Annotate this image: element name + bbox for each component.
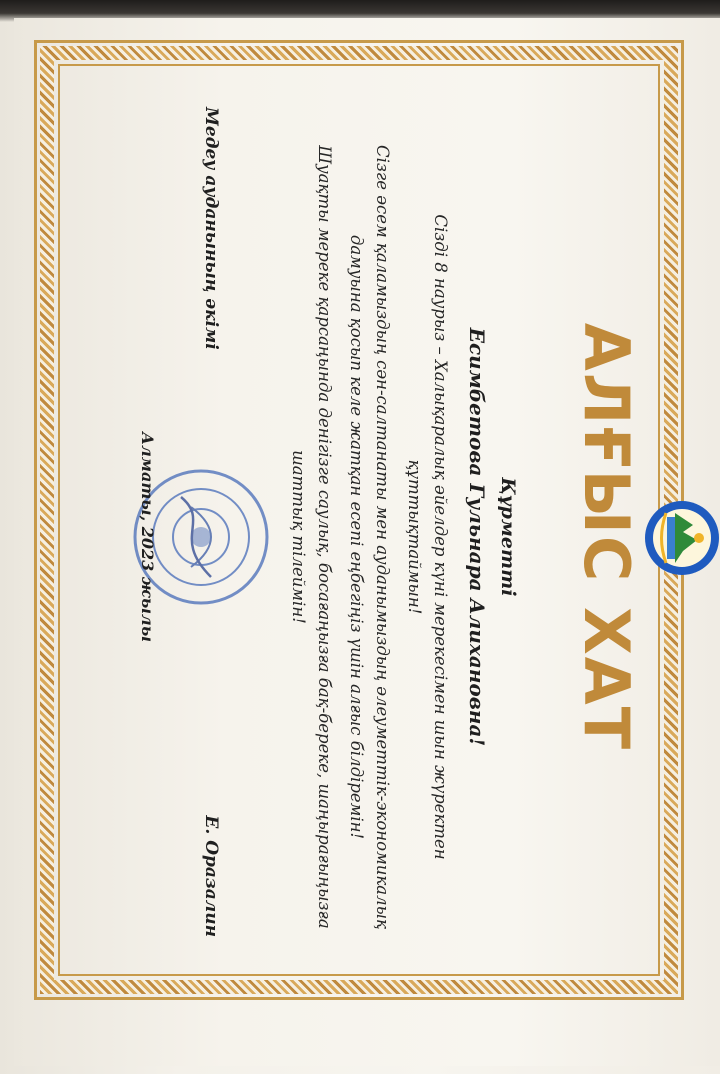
district-emblem-icon	[643, 499, 720, 577]
place-date: Алматы, 2023 жылы	[138, 432, 157, 642]
signatory-title: Медеу ауданының әкімі	[201, 107, 221, 350]
recipient-name: Есимбетова Гульнара Алихановна!	[465, 327, 489, 747]
certificate-content	[59, 81, 661, 993]
signatory-name: Е. Оразалин	[201, 815, 221, 937]
wishes-paragraph: Шуақты мереке қарсаңында денігізге саулық, босағаңызға бақ-береке, шаңырағыңызға шаттық тілеймін!	[289, 145, 334, 929]
congratulation-paragraph: Сізді 8 наурыз – Халықаралық әйелдер күні мерекесімен шын жүректен құттықтаймын!	[405, 214, 450, 860]
gratitude-paragraph: Сізге әсем қаламыздың сән-салтанаты мен ауданымыздың әлеуметтік-экономикалық дамуына қосып келе жатқан есепі еңбегіңіз үшін алғыс білдіремін!	[347, 144, 392, 930]
certificate-title: АЛҒЫС ХАТ	[570, 322, 643, 752]
salutation: Құрметті	[497, 477, 519, 597]
